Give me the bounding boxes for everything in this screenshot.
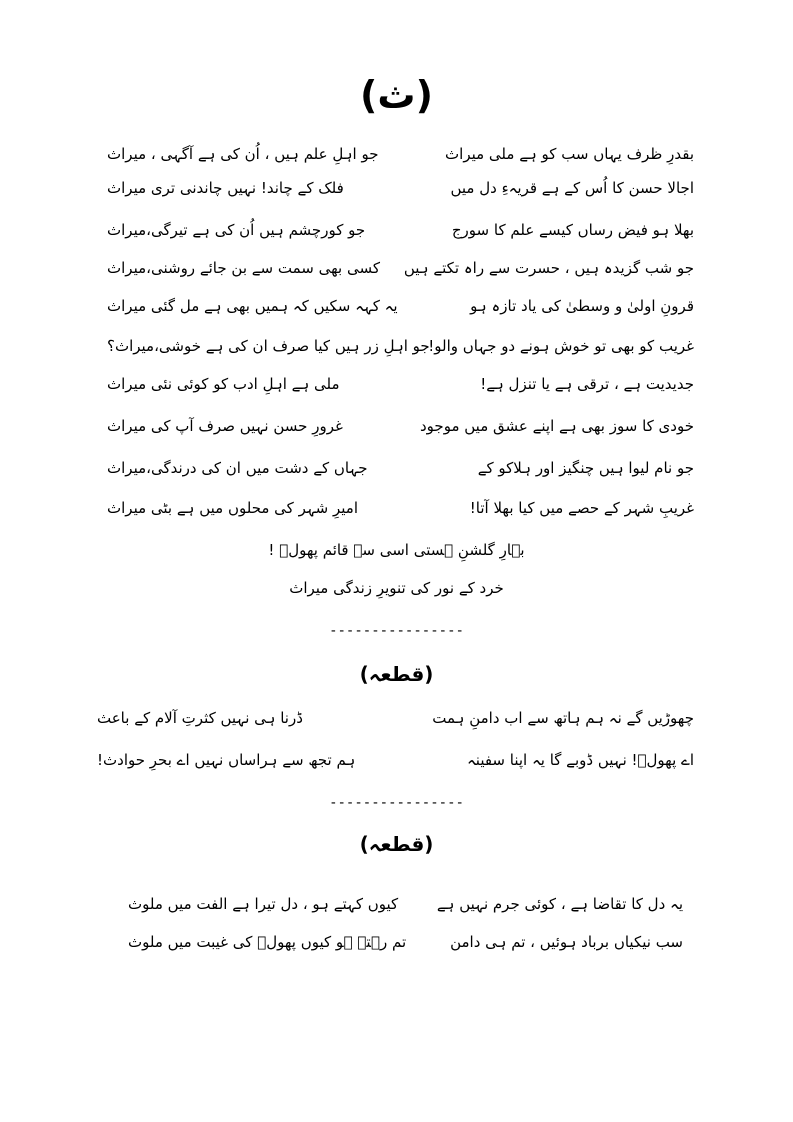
misra-right: سب نیکیاں برباد ہوئیں ، تم ہی دامن <box>450 933 683 951</box>
misra-left: جہاں کے دشت میں ان کی درندگی،میراث <box>107 459 368 477</box>
misra-right: جو نام لیوا ہیں چنگیز اور ہلاکو کے <box>477 459 694 477</box>
misra-left: کسی بھی سمت سے بن جائے روشنی،میراث <box>107 259 381 277</box>
misra-left: تم رہتے ہو کیوں پھولؔ کی غیبت میں ملوث <box>128 933 407 951</box>
misra-right: اجالا حسن کا اُس کے ہے قریہءِ دل میں <box>450 179 694 197</box>
qita-title: (قطعہ) <box>359 662 434 686</box>
misra-left: یہ کہہ سکیں کہ ہمیں بھی ہے مل گئی میراث <box>107 297 398 315</box>
misra-left: امیرِ شہر کی محلوں میں ہے بٹی میراث <box>107 499 358 517</box>
misra-right: غریب کو بھی تو خوش ہونے دو جہاں والو! <box>428 337 694 355</box>
misra-right: یہ دل کا تقاضا ہے ، کوئی جرم نہیں ہے <box>436 895 683 913</box>
misra-right: جو شب گزیدہ ہیں ، حسرت سے راہ تکتے ہیں <box>403 259 694 277</box>
misra-left: فلک کے چاند! نہیں چاندنی تری میراث <box>107 179 344 197</box>
misra-left: جو اہلِ علم ہیں ، اُن کی ہے آگہی ، میراث <box>107 145 379 163</box>
misra-left: ملی ہے اہلِ ادب کو کوئی نئی میراث <box>107 375 340 393</box>
misra-right: چھوڑیں گے نہ ہم ہاتھ سے اب دامنِ ہمت <box>432 709 694 727</box>
maqta-line: بہارِ گلشنِ ہستی اسی سے قائم پھولؔ ! <box>268 541 525 559</box>
maqta-line: خرد کے نور کی تنویرِ زندگی میراث <box>289 579 504 597</box>
qita-title: (قطعہ) <box>359 832 434 856</box>
misra-left: کیوں کہتے ہو ، دل تیرا ہے الفت میں ملوث <box>128 895 399 913</box>
misra-left: ڈرنا ہی نہیں کثرتِ آلام کے باعث <box>97 709 303 727</box>
misra-left: جو اہلِ زر ہیں کیا صرف ان کی ہے خوشی،میراث؟ <box>107 337 430 355</box>
misra-right: غریبِ شہر کے حصے میں کیا بھلا آتا! <box>469 499 694 517</box>
misra-right: اے پھولؔ! نہیں ڈوبے گا یہ اپنا سفینہ <box>467 751 694 769</box>
misra-right: بھلا ہو فیض رساں کیسے علم کا سورج <box>451 221 694 239</box>
poem-title: (ث) <box>360 73 433 117</box>
misra-left: غرورِ حسن نہیں صرف آپ کی میراث <box>107 417 343 435</box>
misra-left: ہم تجھ سے ہراساں نہیں اے بحرِ حوادث! <box>97 751 356 769</box>
misra-right: جدیدیت ہے ، ترقی ہے یا تنزل ہے! <box>480 375 694 393</box>
separator: ---------------- <box>329 795 464 811</box>
misra-right: خودی کا سوز بھی ہے اپنے عشق میں موجود <box>420 417 694 435</box>
misra-left: جو کورچشم ہیں اُن کی ہے تیرگی،میراث <box>107 221 366 239</box>
misra-right: قرونِ اولیٰ و وسطیٰ کی یاد تازہ ہو <box>470 297 694 315</box>
separator: ---------------- <box>329 623 464 639</box>
misra-right: بقدرِ ظرف یہاں سب کو ہے ملی میراث <box>445 145 694 163</box>
